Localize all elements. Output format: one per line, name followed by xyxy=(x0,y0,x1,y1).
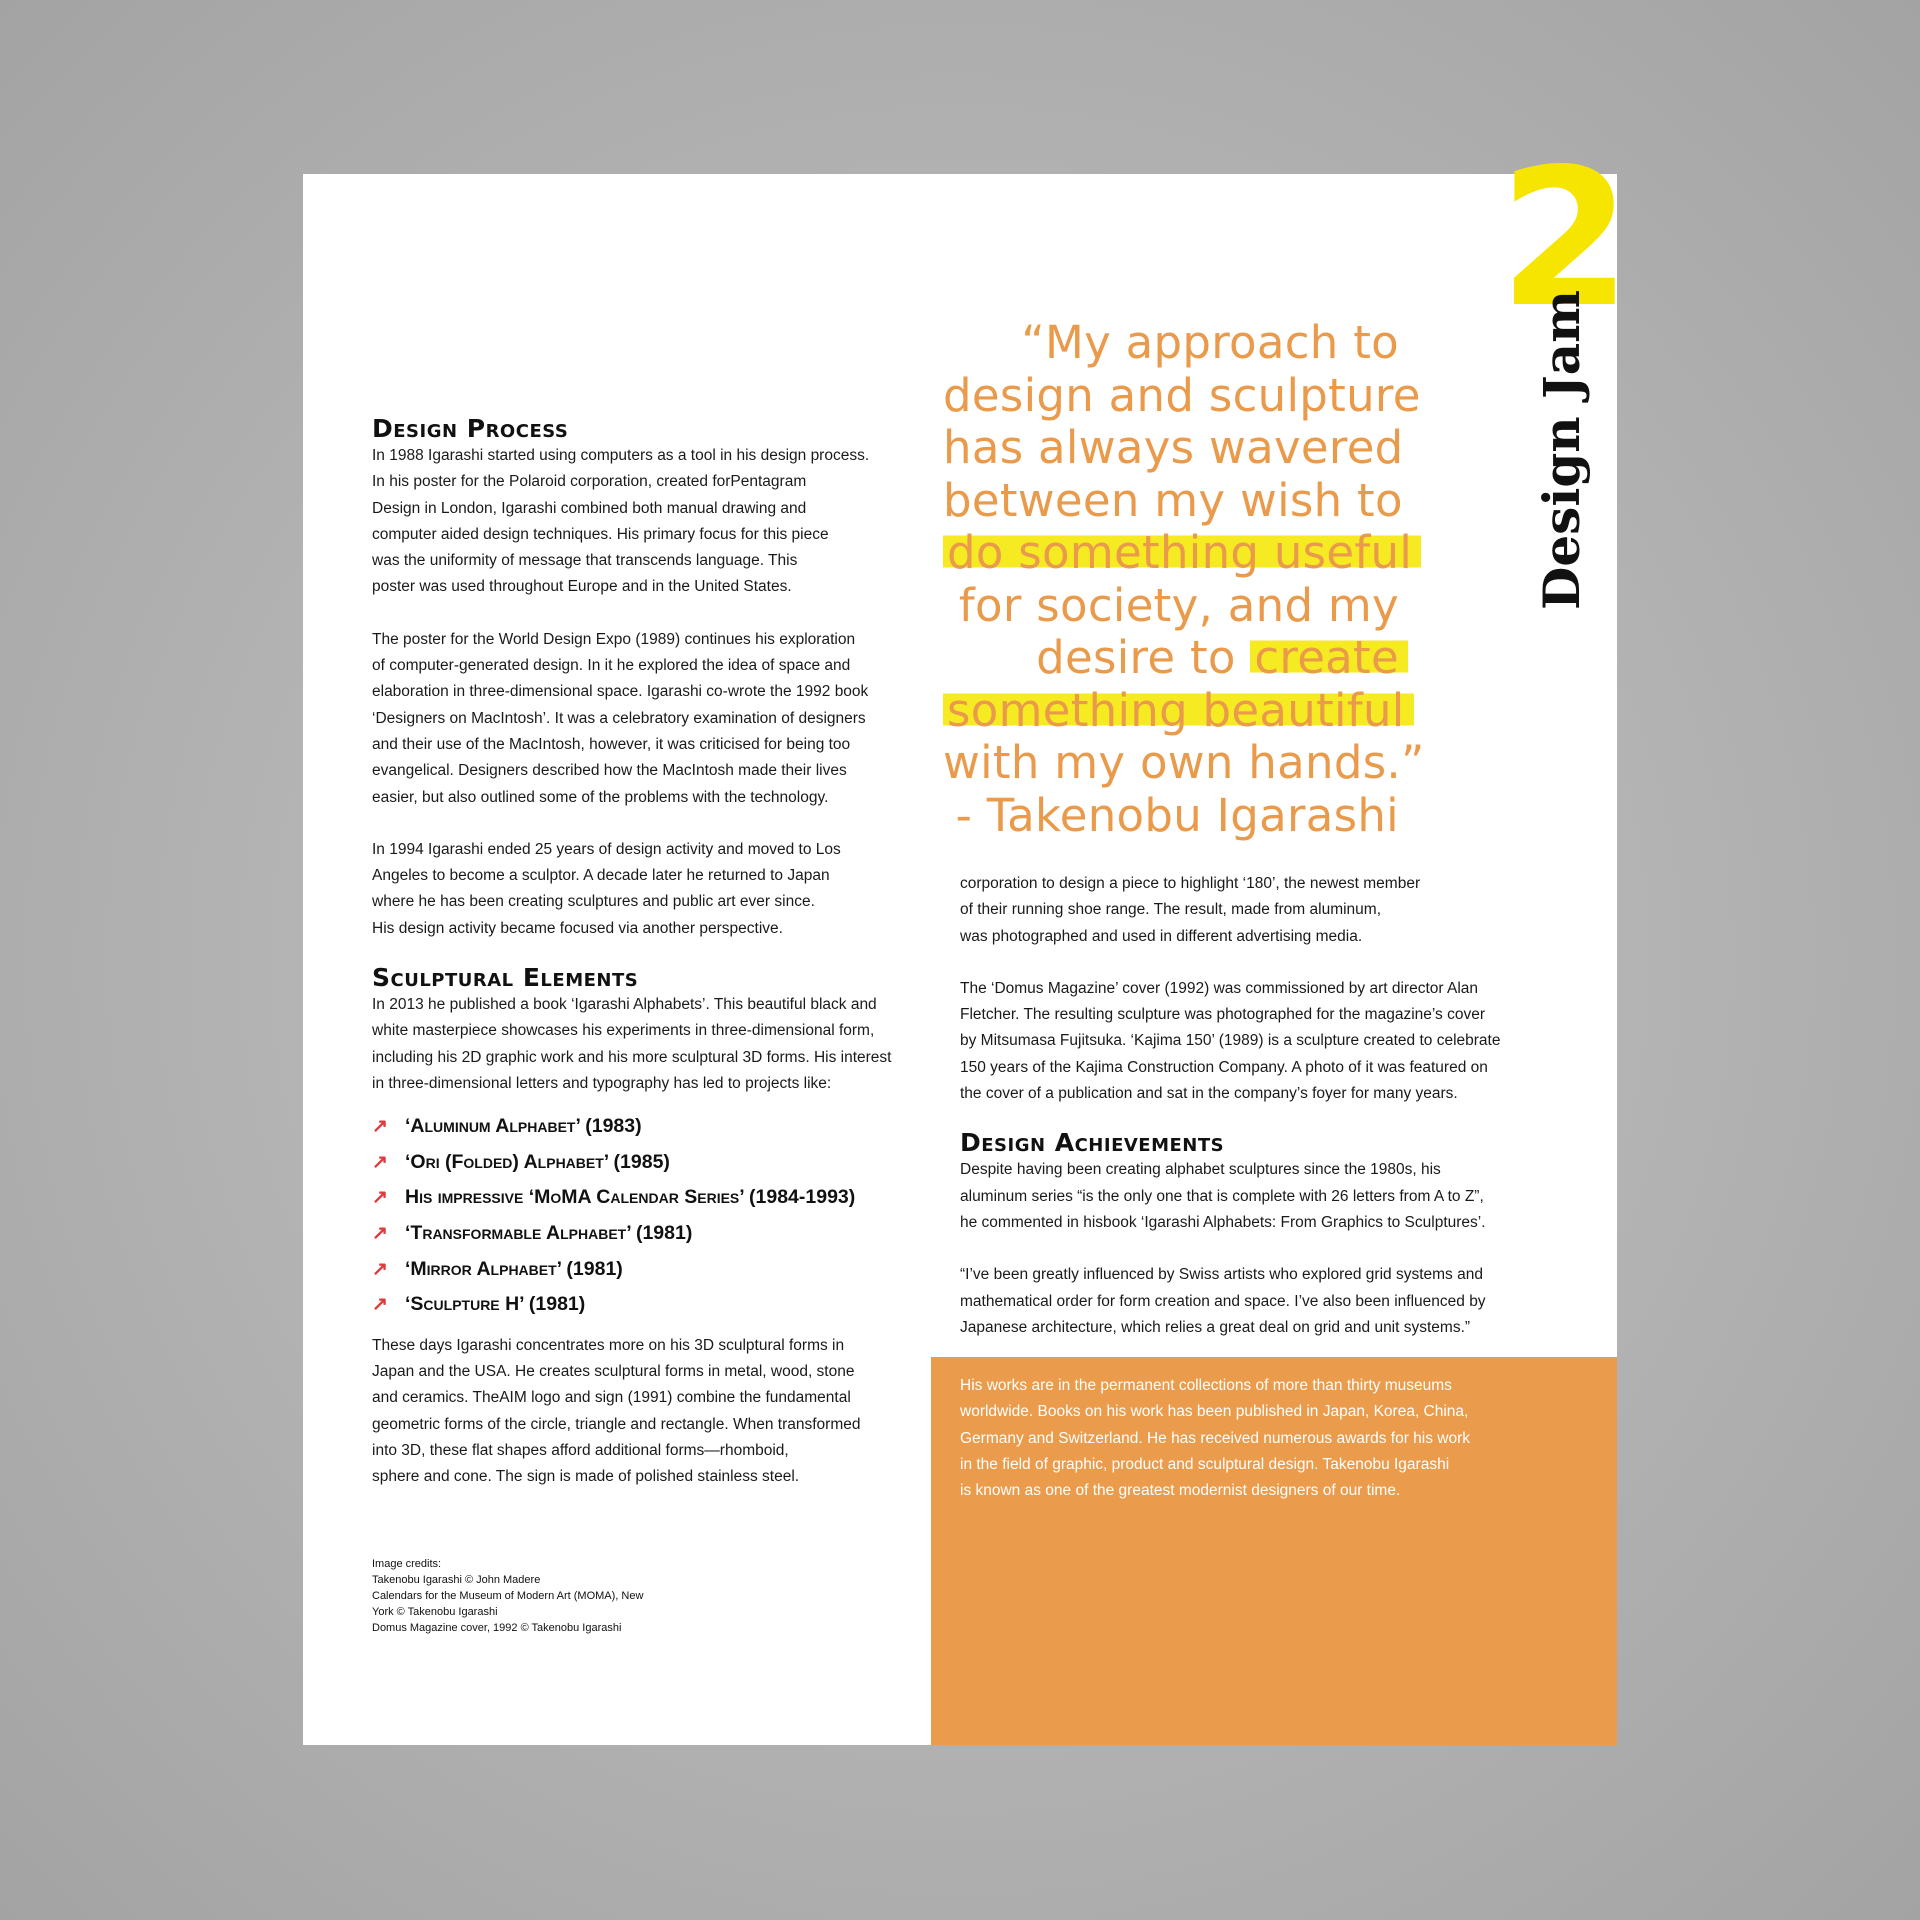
text-line: Design in London, Igarashi combined both manual drawing and xyxy=(372,499,807,517)
text-line: corporation to design a piece to highlight ‘180’, the newest member xyxy=(960,875,1421,892)
section-heading-design-achievements: Design Achievements xyxy=(960,1128,1225,1158)
quote-line: desire to xyxy=(1036,631,1251,684)
quote-line: design and sculpture xyxy=(943,368,1421,422)
text-line: he commented in hisbook ‘Igarashi Alphabets: From Graphics to Sculptures’. xyxy=(960,1213,1486,1231)
text-line: These days Igarashi concentrates more on his 3D sculptural forms in xyxy=(372,1336,845,1354)
text-line: is known as one of the greatest modernist designers of our time. xyxy=(960,1482,1401,1500)
paragraph xyxy=(960,1373,1520,1504)
credit-line: Calendars for the Museum of Modern Art (MOMA), New xyxy=(372,1590,644,1602)
text-line: His design activity became focused via another perspective. xyxy=(372,919,783,937)
quote-attribution: - Takenobu Igarashi xyxy=(955,788,1399,842)
list-item-label: ‘Ori (Folded) Alphabet’ (1985) xyxy=(405,1150,670,1173)
paragraph xyxy=(372,443,912,601)
text-line: white masterpiece showcases his experiments in three-dimensional form, xyxy=(372,1022,875,1040)
quote-highlight: something beautiful xyxy=(943,684,1414,737)
text-line: In 1994 Igarashi ended 25 years of design activity and moved to Los xyxy=(372,840,841,858)
arrow-up-right-icon: ↗ xyxy=(372,1223,388,1245)
paragraph xyxy=(372,992,912,1097)
text-line: easier, but also outlined some of the problems with the technology. xyxy=(372,788,829,806)
text-line: including his 2D graphic work and his more sculptural 3D forms. His interest xyxy=(372,1048,892,1066)
arrow-up-right-icon: ↗ xyxy=(372,1116,388,1138)
quote-line: with my own hands.” xyxy=(943,736,1425,789)
text-line: poster was used throughout Europe and in the United States. xyxy=(372,578,792,596)
pull-quote xyxy=(943,316,1425,842)
list-item xyxy=(372,1287,912,1323)
text-line: 150 years of the Kajima Construction Company. A photo of it was featured on xyxy=(960,1058,1488,1076)
magazine-page xyxy=(303,128,1632,1745)
quote-line: for society, and my xyxy=(958,578,1399,632)
text-line: was the uniformity of message that transcends language. This xyxy=(372,552,798,570)
text-line: into 3D, these flat shapes afford additional forms—rhomboid, xyxy=(372,1441,789,1459)
credit-line: Image credits: xyxy=(372,1558,442,1570)
quote-highlight: do something useful xyxy=(943,526,1421,579)
text-line: and ceramics. TheAIM logo and sign (1991) combine the fundamental xyxy=(372,1389,851,1407)
arrow-up-right-icon: ↗ xyxy=(372,1151,388,1173)
text-line: Germany and Switzerland. He has received numerous awards for his work xyxy=(960,1429,1471,1447)
text-line: Japanese architecture, which relies a great deal on grid and unit systems.” xyxy=(960,1318,1471,1336)
list-item-label: ‘Mirror Alphabet’ (1981) xyxy=(405,1257,623,1280)
text-line: Angeles to become a sculptor. A decade later he returned to Japan xyxy=(372,867,830,885)
list-item xyxy=(372,1180,912,1216)
text-line: In 1988 Igarashi started using computers as a tool in his design process. xyxy=(372,447,870,464)
text-line: mathematical order for form creation and space. I’ve also been influenced by xyxy=(960,1292,1486,1310)
page-number: 2 xyxy=(1499,128,1632,349)
paragraph xyxy=(372,627,912,811)
text-line: In his poster for the Polaroid corporation, created forPentagram xyxy=(372,473,807,491)
paragraph xyxy=(960,976,1520,1107)
text-line: “I’ve been greatly influenced by Swiss artists who explored grid systems and xyxy=(960,1266,1483,1284)
list-item-label: His impressive ‘MoMA Calendar Series’ (1984-1993) xyxy=(405,1186,856,1209)
text-line: was photographed and used in different advertising media. xyxy=(960,927,1363,945)
credit-line: Domus Magazine cover, 1992 © Takenobu Igarashi xyxy=(372,1622,622,1634)
text-line: of their running shoe range. The result, made from aluminum, xyxy=(960,901,1382,919)
text-line: in three-dimensional letters and typography has led to projects like: xyxy=(372,1074,832,1092)
quote-line: “My approach to xyxy=(1021,316,1399,369)
text-line: sphere and cone. The sign is made of polished stainless steel. xyxy=(372,1468,800,1486)
text-line: aluminum series “is the only one that is complete with 26 letters from A to Z”, xyxy=(960,1187,1484,1205)
image-credits xyxy=(372,1556,712,1636)
quote-highlight: create xyxy=(1250,631,1408,684)
text-line: computer aided design techniques. His primary focus for this piece xyxy=(372,525,829,543)
right-column xyxy=(960,871,1520,1341)
text-line: the cover of a publication and sat in the company’s foyer for many years. xyxy=(960,1085,1458,1103)
text-line: evangelical. Designers described how the MacIntosh made their lives xyxy=(372,762,847,780)
list-item-label: ‘Sculpture H’ (1981) xyxy=(405,1293,586,1316)
text-line: worldwide. Books on his work has been published in Japan, Korea, China, xyxy=(960,1403,1469,1421)
text-line: of computer-generated design. In it he explored the idea of space and xyxy=(372,657,851,675)
text-line: Despite having been creating alphabet sculptures since the 1980s, his xyxy=(960,1161,1441,1179)
paragraph xyxy=(960,871,1520,950)
list-item-label: ‘Transformable Alphabet’ (1981) xyxy=(405,1222,693,1245)
section-heading-sculptural-elements: Sculptural Elements xyxy=(372,963,639,993)
text-line: The poster for the World Design Expo (1989) continues his exploration xyxy=(372,630,856,648)
list-item xyxy=(372,1145,912,1181)
arrow-up-right-icon: ↗ xyxy=(372,1294,388,1316)
paragraph xyxy=(960,1262,1520,1341)
text-line: Japan and the USA. He creates sculptural forms in metal, wood, stone xyxy=(372,1363,855,1381)
text-line: The ‘Domus Magazine’ cover (1992) was commissioned by art director Alan xyxy=(960,979,1479,997)
text-line: ‘Designers on MacIntosh’. It was a celebratory examination of designers xyxy=(372,709,866,727)
text-line: In 2013 he published a book ‘Igarashi Alphabets’. This beautiful black and xyxy=(372,996,877,1014)
highlight-box xyxy=(931,1357,1617,1745)
paragraph xyxy=(960,1157,1520,1236)
list-item xyxy=(372,1252,912,1288)
section-heading-design-process: Design Process xyxy=(372,414,569,443)
text-line: elaboration in three-dimensional space. Igarashi co-wrote the 1992 book xyxy=(372,683,869,701)
list-item xyxy=(372,1109,912,1145)
text-line: where he has been creating sculptures and public art ever since. xyxy=(372,893,815,911)
text-line: in the field of graphic, product and sculptural design. Takenobu Igarashi xyxy=(960,1455,1450,1473)
list-item-label: ‘Aluminum Alphabet’ (1983) xyxy=(405,1115,642,1138)
list-item xyxy=(372,1216,912,1252)
text-line: Fletcher. The resulting sculpture was photographed for the magazine’s cover xyxy=(960,1006,1486,1024)
quote-line: between my wish to xyxy=(943,473,1403,527)
arrow-up-right-icon: ↗ xyxy=(372,1187,388,1209)
text-line: and their use of the MacIntosh, however, it was criticised for being too xyxy=(372,735,851,753)
project-list xyxy=(372,1109,912,1323)
paragraph xyxy=(372,837,912,942)
magazine-brand: Design Jam xyxy=(1532,290,1591,610)
paragraph xyxy=(372,1333,912,1491)
credit-line: Takenobu Igarashi © John Madere xyxy=(372,1574,541,1586)
left-column xyxy=(372,415,912,1491)
arrow-up-right-icon: ↗ xyxy=(372,1258,388,1280)
quote-line: has always wavered xyxy=(943,421,1404,474)
credit-line: York © Takenobu Igarashi xyxy=(372,1606,498,1618)
text-line: His works are in the permanent collections of more than thirty museums xyxy=(960,1377,1452,1394)
text-line: by Mitsumasa Fujitsuka. ‘Kajima 150’ (1989) is a sculpture created to celebrate xyxy=(960,1032,1501,1050)
text-line: geometric forms of the circle, triangle and rectangle. When transformed xyxy=(372,1415,861,1433)
